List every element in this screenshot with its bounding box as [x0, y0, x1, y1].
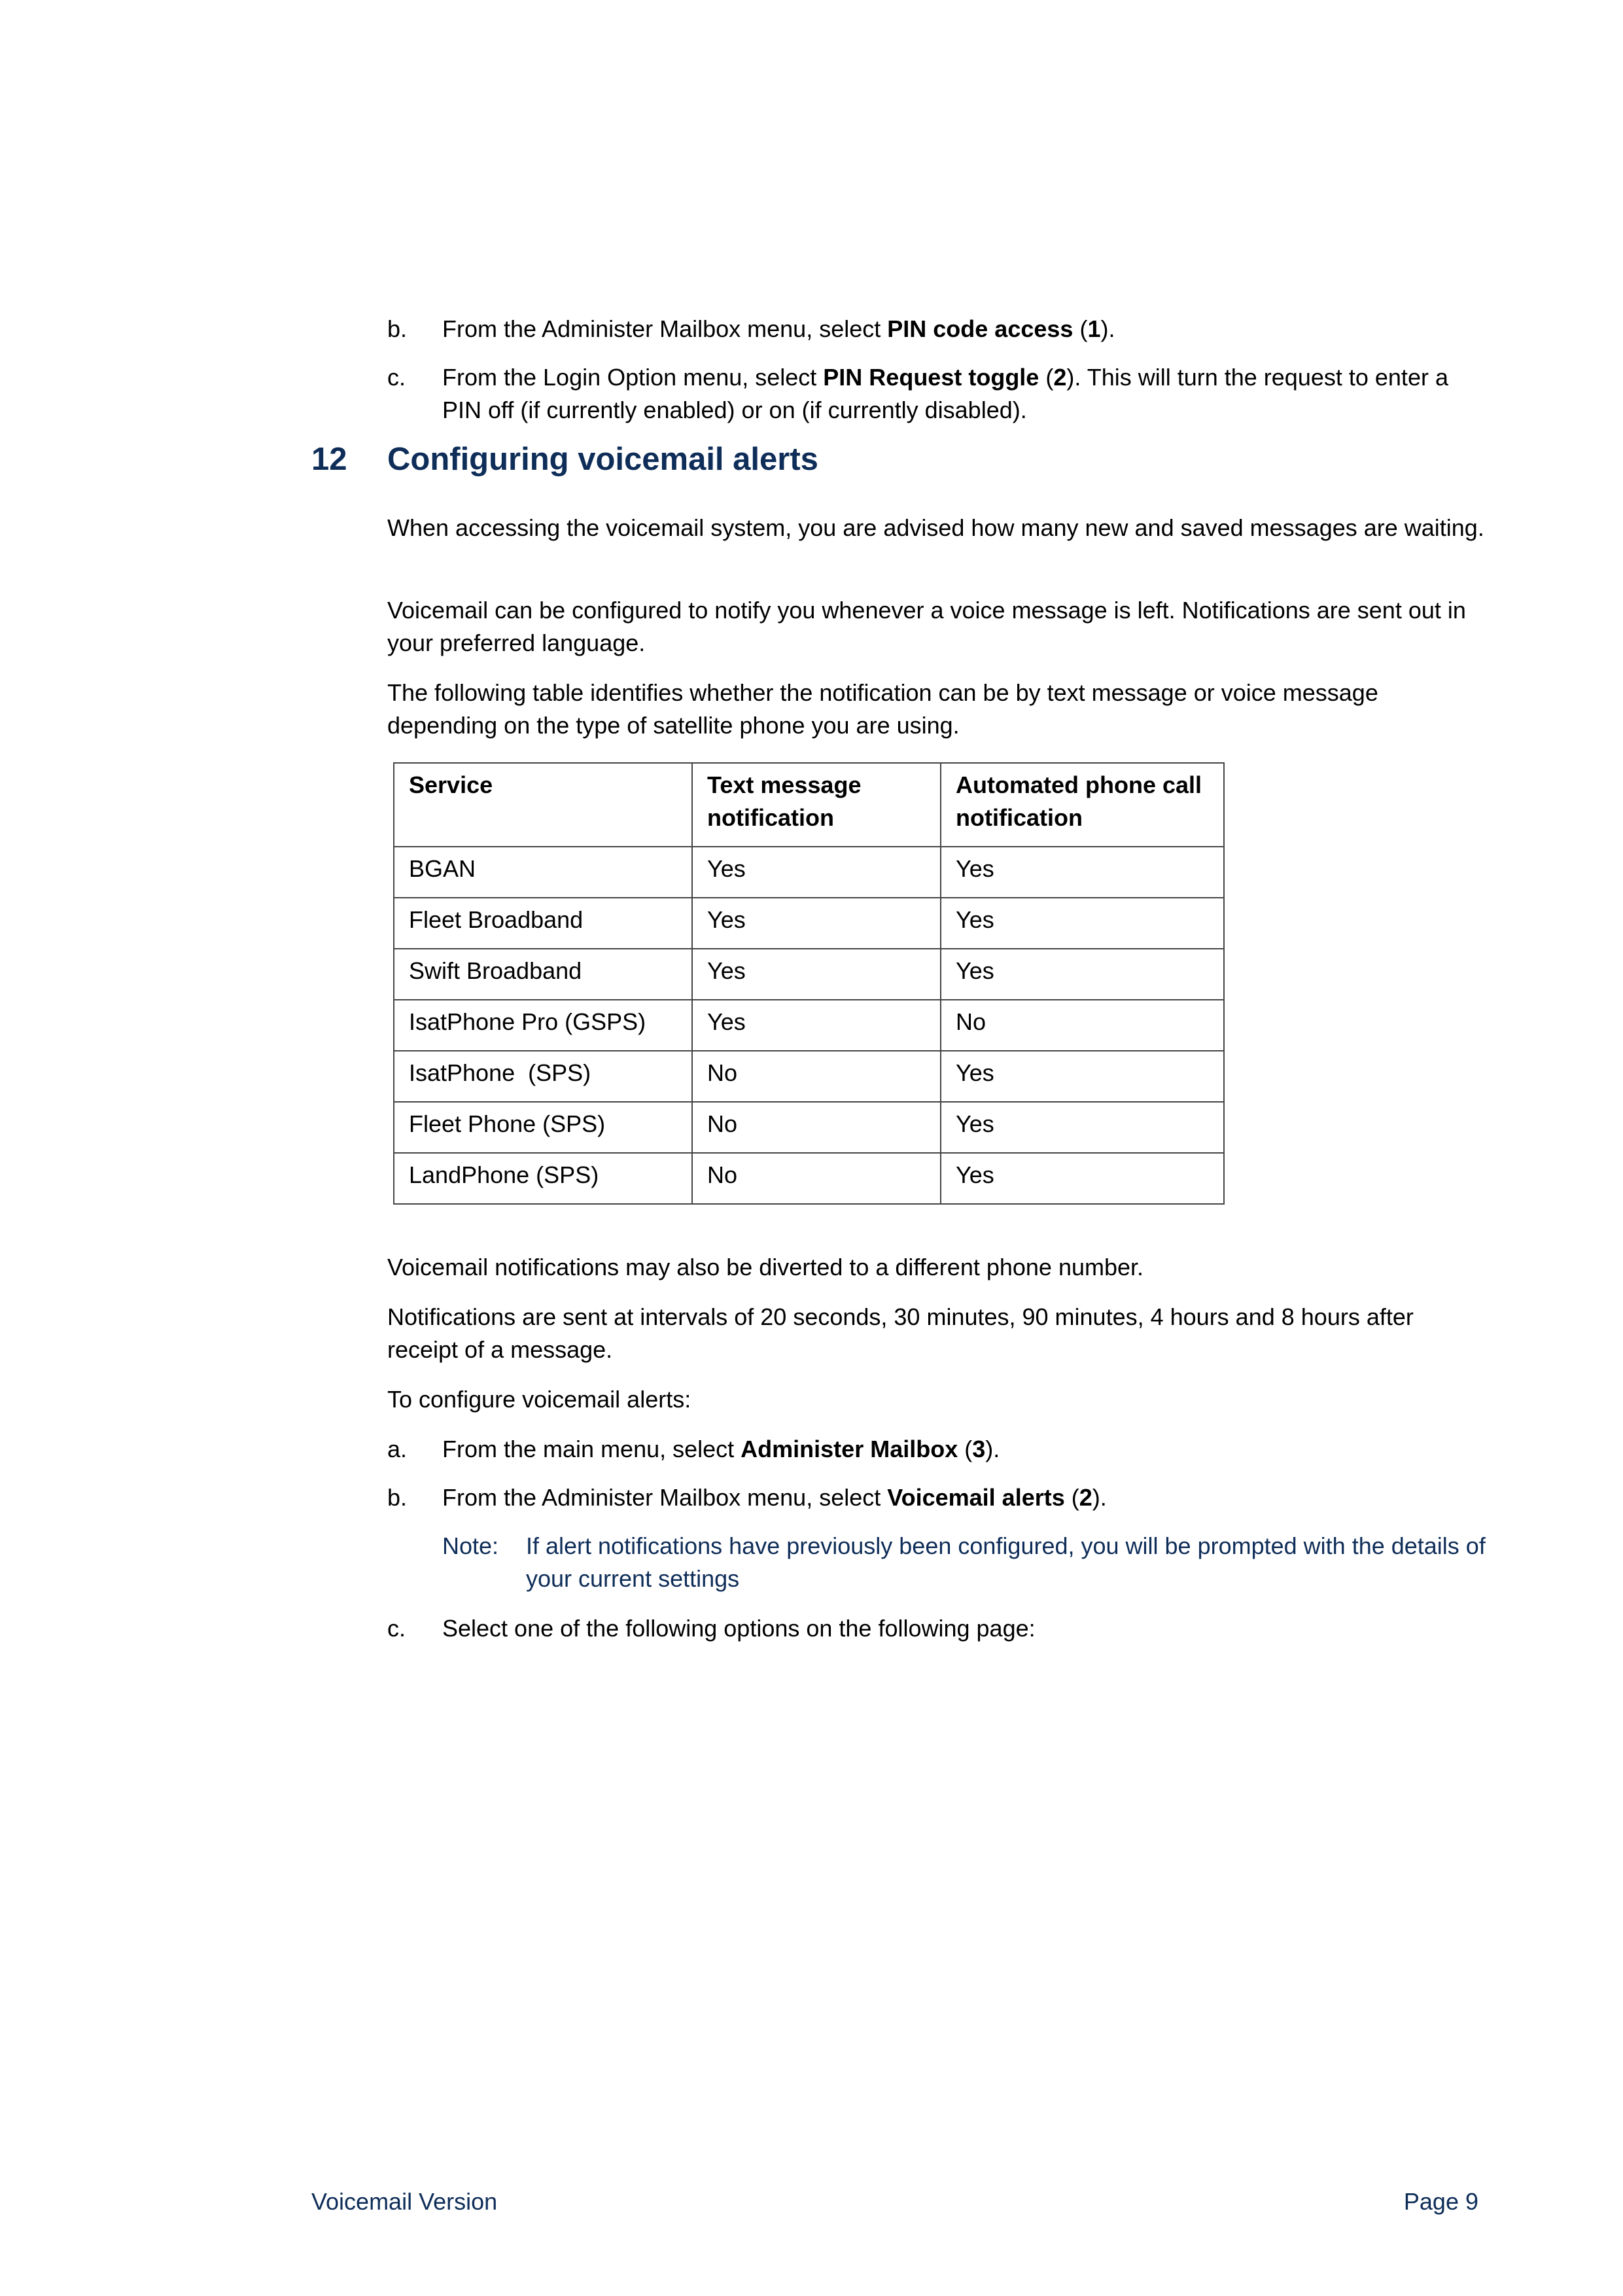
step-text: ).	[1092, 1484, 1107, 1511]
paragraph: The following table identifies whether the notification can be by text message or voice message depending on the type of satellite phone you are using.	[387, 679, 1378, 739]
section-title: Configuring voicemail alerts	[387, 442, 818, 477]
step-text: (	[1064, 1484, 1079, 1511]
step-text: (	[1073, 315, 1088, 342]
table-row	[394, 1153, 1224, 1204]
paragraph: To configure voicemail alerts:	[387, 1386, 691, 1413]
note-label: Note:	[442, 1532, 499, 1559]
list-marker: a.	[387, 1436, 408, 1462]
list-marker: b.	[387, 315, 408, 342]
step-bold: PIN Request toggle	[823, 364, 1039, 391]
table-cell: Yes	[692, 847, 941, 898]
list-marker: b.	[387, 1484, 408, 1511]
table-cell: Yes	[941, 949, 1224, 1000]
step-text: ). This will turn the request to enter a PIN off (if currently enabled) or on (if currently disabled).	[442, 364, 1448, 423]
table-cell: No	[941, 1000, 1224, 1051]
table-cell: Swift Broadband	[394, 949, 692, 1000]
list-marker: c.	[387, 1615, 406, 1642]
table-cell: Yes	[941, 898, 1224, 949]
table-cell: No	[692, 1102, 941, 1153]
step-text: (	[1039, 364, 1054, 391]
step-text: From the Administer Mailbox menu, select	[442, 1484, 888, 1511]
table-cell: Yes	[941, 1051, 1224, 1102]
table-row	[394, 847, 1224, 898]
step-bold: Voicemail alerts	[887, 1484, 1065, 1511]
step-bold: PIN code access	[887, 315, 1073, 342]
table-header-row	[394, 763, 1224, 847]
table-cell: Yes	[941, 1102, 1224, 1153]
table-row	[394, 1051, 1224, 1102]
table-row	[394, 1102, 1224, 1153]
step-bold-number: 3	[972, 1436, 986, 1462]
step-bold-number: 1	[1087, 315, 1101, 342]
table-row	[394, 1000, 1224, 1051]
table-cell: BGAN	[394, 847, 692, 898]
step-text: (	[958, 1436, 973, 1462]
table-header-cell: Automated phone call notification	[941, 763, 1224, 847]
table-cell: Fleet Phone (SPS)	[394, 1102, 692, 1153]
table-cell: Yes	[941, 847, 1224, 898]
paragraph: Notifications are sent at intervals of 20 seconds, 30 minutes, 90 minutes, 4 hours and 8 hours after receipt of a message.	[387, 1303, 1414, 1363]
table-cell: LandPhone (SPS)	[394, 1153, 692, 1204]
list-marker: c.	[387, 364, 406, 391]
step-bold-number: 2	[1053, 364, 1067, 391]
step-bold-number: 2	[1079, 1484, 1092, 1511]
step-text: From the main menu, select	[442, 1436, 741, 1462]
section-number: 12	[311, 442, 347, 477]
table-header-cell: Service	[394, 763, 692, 847]
step-bold: Administer Mailbox	[741, 1436, 958, 1462]
step-text: Select one of the following options on the following page:	[442, 1615, 1036, 1642]
table-cell: No	[692, 1051, 941, 1102]
table-cell: Fleet Broadband	[394, 898, 692, 949]
table-header-cell: Text message notification	[692, 763, 941, 847]
step-text: From the Login Option menu, select	[442, 364, 824, 391]
table-cell: Yes	[692, 949, 941, 1000]
table-cell: Yes	[692, 898, 941, 949]
note-text: If alert notifications have previously been configured, you will be prompted with the details of your current settings	[526, 1532, 1486, 1592]
table-cell: IsatPhone (SPS)	[394, 1051, 692, 1102]
footer-page-number: Page 9	[1403, 2188, 1478, 2215]
table-row	[394, 949, 1224, 1000]
table-cell: Yes	[692, 1000, 941, 1051]
notification-table	[393, 762, 1225, 1205]
paragraph: Voicemail can be configured to notify you whenever a voice message is left. Notifications are sent out in your preferred language.	[387, 597, 1466, 656]
table-cell: IsatPhone Pro (GSPS)	[394, 1000, 692, 1051]
step-text: From the Administer Mailbox menu, select	[442, 315, 888, 342]
step-text: ).	[1100, 315, 1115, 342]
table-cell: Yes	[941, 1153, 1224, 1204]
paragraph: When accessing the voicemail system, you are advised how many new and saved messages are waiting.	[387, 514, 1484, 541]
step-text: ).	[985, 1436, 1000, 1462]
paragraph: Voicemail notifications may also be diverted to a different phone number.	[387, 1254, 1144, 1280]
table-cell: No	[692, 1153, 941, 1204]
footer-document-title: Voicemail Version	[311, 2188, 498, 2215]
table-row	[394, 898, 1224, 949]
